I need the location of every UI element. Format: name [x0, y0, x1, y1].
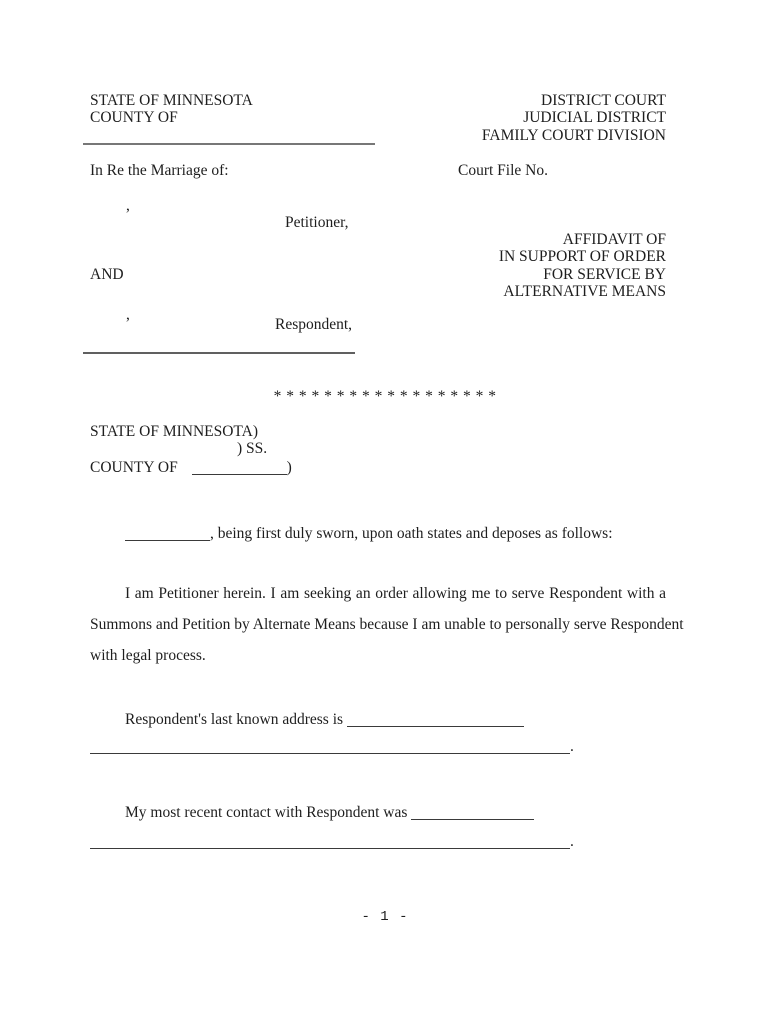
affidavit-title — [499, 231, 666, 301]
in-re-label: In Re the Marriage of: — [90, 162, 229, 179]
venue-ss-line: ) SS. — [237, 440, 268, 457]
address-blank[interactable] — [347, 709, 524, 727]
address-continuation-line — [90, 736, 574, 755]
petitioner-name-comma: , — [126, 197, 130, 214]
county-blank[interactable] — [192, 457, 287, 475]
venue-county-line — [90, 457, 292, 476]
respondent-name-fill-line[interactable] — [83, 352, 355, 354]
and-label: AND — [90, 266, 124, 283]
title-line-3: FOR SERVICE BY — [543, 265, 666, 283]
title-line-2: IN SUPPORT OF ORDER — [498, 248, 666, 266]
paragraph-line-3: with legal process. — [90, 647, 206, 664]
venue-county-prefix: COUNTY OF — [90, 459, 182, 476]
petitioner-label: Petitioner, — [285, 214, 349, 231]
court-caption-left — [90, 92, 253, 126]
court-caption-right — [482, 92, 666, 144]
contact-continuation-blank[interactable] — [90, 831, 570, 849]
venue-state-line: STATE OF MINNESOTA) — [90, 423, 259, 440]
address-continuation-blank[interactable] — [90, 736, 570, 754]
district-court-line: DISTRICT COURT — [541, 92, 666, 109]
family-court-division-line: FAMILY COURT DIVISION — [481, 126, 666, 144]
contact-statement-line — [125, 802, 534, 821]
judicial-district-line: JUDICIAL DISTRICT — [523, 109, 666, 127]
affiant-name-blank[interactable] — [125, 523, 210, 541]
title-line-1: AFFIDAVIT OF — [562, 231, 666, 248]
contact-period: . — [570, 833, 574, 850]
title-line-4: ALTERNATIVE MEANS — [503, 283, 666, 301]
court-file-no-label: Court File No. — [458, 162, 548, 179]
venue-county-suffix: ) — [286, 459, 292, 476]
sworn-statement-text: , being first duly sworn, upon oath states and deposes as follows: — [210, 525, 613, 542]
contact-continuation-line — [90, 831, 574, 850]
asterisk-separator: * * * * * * * * * * * * * * * * * * — [273, 388, 497, 405]
address-statement-text: Respondent's last known address is — [125, 711, 347, 728]
contact-statement-text: My most recent contact with Respondent was — [125, 804, 412, 821]
paragraph-line-1: I am Petitioner herein. I am seeking an order allowing me to serve Respondent with a — [125, 585, 666, 602]
state-line: STATE OF MINNESOTA — [90, 92, 253, 109]
page-number: - 1 - — [361, 909, 409, 925]
address-period: . — [570, 738, 574, 755]
respondent-name-comma: , — [126, 306, 130, 323]
paragraph-line-2: Summons and Petition by Alternate Means because I am unable to personally serve Respondent — [90, 616, 684, 633]
county-line: COUNTY OF — [90, 109, 178, 126]
respondent-label: Respondent, — [275, 316, 353, 333]
contact-blank[interactable] — [411, 802, 534, 820]
sworn-statement-line — [125, 523, 613, 542]
address-statement-line — [125, 709, 524, 728]
county-name-fill-line[interactable] — [83, 143, 375, 145]
